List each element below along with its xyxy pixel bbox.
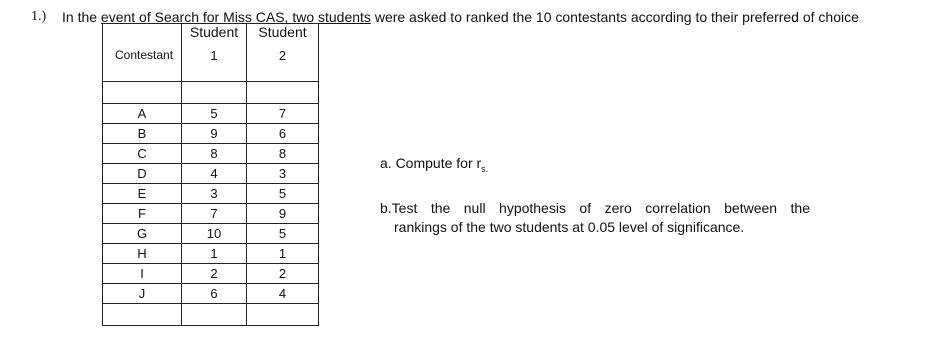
contestant-cell: B bbox=[103, 124, 182, 144]
student2-rank-cell: 3 bbox=[247, 164, 319, 184]
contestant-cell: I bbox=[103, 264, 182, 284]
contestant-cell: F bbox=[103, 204, 182, 224]
student2-rank-cell: 5 bbox=[247, 224, 319, 244]
contestant-cell: G bbox=[103, 224, 182, 244]
table-row bbox=[103, 284, 319, 304]
student1-rank-cell: 9 bbox=[182, 124, 247, 144]
student2-rank-cell: 5 bbox=[247, 184, 319, 204]
task-a bbox=[380, 155, 488, 174]
blank-cell bbox=[182, 304, 247, 326]
table-row bbox=[103, 264, 319, 284]
student1-rank-cell: 7 bbox=[182, 204, 247, 224]
student1-rank-cell: 3 bbox=[182, 184, 247, 204]
student2-rank-cell: 9 bbox=[247, 204, 319, 224]
table-row bbox=[103, 164, 319, 184]
question-text-end: were asked to ranked the 10 contestants according to their preferred of choice bbox=[370, 9, 859, 25]
header-student2-cell bbox=[247, 24, 319, 82]
header-contestant-cell bbox=[103, 24, 182, 82]
student1-rank-cell: 1 bbox=[182, 244, 247, 264]
question-text-underlined: event of Search for Miss CAS, two students bbox=[100, 9, 371, 25]
spacer-cell bbox=[247, 82, 319, 104]
contestant-cell: H bbox=[103, 244, 182, 264]
blank-cell bbox=[103, 304, 182, 326]
ranking-table bbox=[102, 23, 319, 326]
header-student1-label: Student bbox=[189, 24, 239, 40]
table-blank-row bbox=[103, 304, 319, 326]
student2-rank-cell: 1 bbox=[247, 244, 319, 264]
header-student2-label: Student bbox=[258, 24, 307, 40]
spacer-cell bbox=[182, 82, 247, 104]
student1-rank-cell: 2 bbox=[182, 264, 247, 284]
student2-rank-cell: 8 bbox=[247, 144, 319, 164]
table-row bbox=[103, 224, 319, 244]
student1-rank-cell: 6 bbox=[182, 284, 247, 304]
student2-rank-cell: 6 bbox=[247, 124, 319, 144]
student1-rank-cell: 5 bbox=[182, 104, 247, 124]
student2-rank-cell: 4 bbox=[247, 284, 319, 304]
table-row bbox=[103, 144, 319, 164]
table-row bbox=[103, 184, 319, 204]
student1-rank-cell: 8 bbox=[182, 144, 247, 164]
task-b-line2: rankings of the two students at 0.05 level of significance. bbox=[394, 219, 745, 235]
contestant-cell: A bbox=[103, 104, 182, 124]
header-student1-cell bbox=[182, 24, 247, 82]
student2-rank-cell: 7 bbox=[247, 104, 319, 124]
spacer-cell bbox=[103, 82, 182, 104]
contestant-cell: E bbox=[103, 184, 182, 204]
table-row bbox=[103, 104, 319, 124]
table-spacer-row bbox=[103, 82, 319, 104]
student1-rank-cell: 4 bbox=[182, 164, 247, 184]
task-b-line1: b.Test the null hypothesis of zero correlation between the bbox=[380, 200, 810, 216]
table-row bbox=[103, 244, 319, 264]
header-student1-number: 1 bbox=[210, 48, 218, 63]
student1-rank-cell: 10 bbox=[182, 224, 247, 244]
contestant-cell: C bbox=[103, 144, 182, 164]
table-header-row bbox=[103, 24, 319, 82]
contestant-cell: D bbox=[103, 164, 182, 184]
task-a-text: a. Compute for r bbox=[380, 155, 482, 171]
question-text-start: In the bbox=[62, 9, 101, 25]
student2-rank-cell: 2 bbox=[247, 264, 319, 284]
table-row bbox=[103, 124, 319, 144]
question-number: 1.) bbox=[31, 9, 47, 24]
header-student2-number: 2 bbox=[278, 48, 287, 63]
blank-cell bbox=[247, 304, 319, 326]
table-row bbox=[103, 204, 319, 224]
task-a-subscript: s. bbox=[481, 163, 489, 174]
header-contestant-label: Contestant bbox=[115, 48, 174, 62]
task-b bbox=[380, 199, 810, 237]
contestant-cell: J bbox=[103, 284, 182, 304]
